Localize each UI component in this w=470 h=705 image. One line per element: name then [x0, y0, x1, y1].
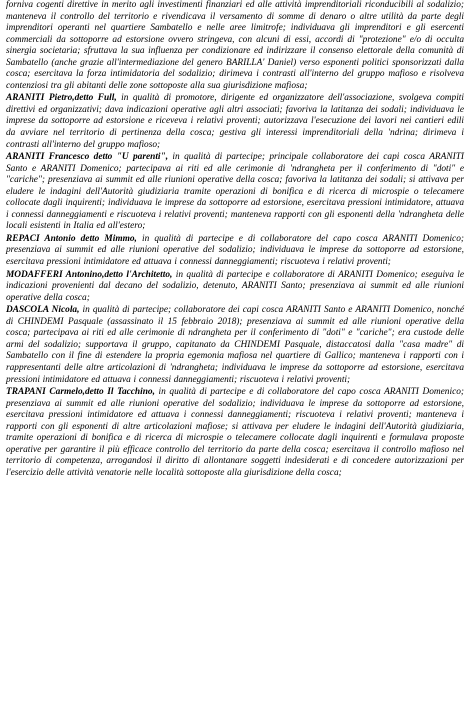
entry-araniti-francesco	[6, 151, 464, 233]
entry-modafferi-antonino	[6, 269, 464, 305]
entry-name: DASCOLA Nicola,	[6, 305, 80, 316]
entry-araniti-pietro	[6, 92, 464, 151]
entry-name: ARANITI Francesco detto "U parenti",	[6, 152, 169, 163]
entry-text: in qualità di partecipe e collaboratore di ARANITI Domenico; eseguiva le indicazioni provenienti dal decano del sodalizio, detenuto, ARANITI Santo; presenziava ai summit ed alle riunioni operative della cosca;	[6, 269, 465, 303]
entry-trapani-carmelo	[6, 386, 464, 479]
entry-text: in qualità di promotore, dirigente ed organizzatore dell'associazione, svolgeva compiti direttivi ed organizzativi; dava indicazioni operative agli altri associati; favoriva la latitanza dei sodali; individuava le imprese da sottoporre ad estorsione e riceveva i relativi proventi; autorizzava l'esecuzione dei lavori nei cantieri edili da avviare nel territorio di pertinenza della cosca; gestiva gli interessi imprenditoriali della 'ndrina; dirimeva i contrasti all'interno del gruppo mafioso;	[6, 93, 464, 150]
entry-name: REPACI Antonio detto Mimmo,	[6, 233, 137, 244]
entry-text: in qualità di partecipe e di collaboratore del capo cosca ARANITI Domenico; presenziava ai summit ed alle riunioni operative del sodalizio; individuava le imprese da sottoporre ad estorsione, esercitava pressioni intimidatore ed attuava i connessi danneggiamenti; riscuoteva i relativi proventi; manteneva i rapporti con gli esponenti di altre articolazioni mafiose; si attivava per eludere le indagini dell'Autorità giudiziaria, tramite operazioni di bonifica e di ricerca di microspie o telecamere collocate dagli inquirenti e formulava proposte operative per garantire il più efficace controllo del territorio da parte della cosca; esercitava il controllo mafioso nel territorio di competenza, arrogandosi il diritto di allontanare soggetti indesiderati e di concedere autorizzazioni per l'esercizio delle attività venatorie nelle località sottoposte alla giurisdizione della cosca;	[6, 387, 465, 478]
entry-name: ARANITI Pietro,detto Full,	[6, 93, 117, 104]
entry-text: in qualità di partecipe; principale collaboratore dei capi cosca ARANITI Santo e ARANITI Domenico; partecipava ai riti ed alle cerimonie di 'ndrangheta per il conferimento di "doti" e "cariche"; presenziava ai summit ed alle riunioni operative della cosca; favoriva la latitanza dei sodali; si attivava per eludere le indagini dell'Autorità giudiziaria tramite operazioni di bonifica e di ricerca di microspie o telecamere collocate dagli inquirenti; individuava le imprese da sottoporre ad estorsione, esercitava pressioni intimidatore, attuava i connessi danneggiamenti e riscuoteva i relativi proventi; manteneva rapporti con gli esponenti della 'ndrangheta delle locali esistenti in Italia ed all'estero;	[6, 152, 464, 232]
entry-text: in qualità di partecipe; collaboratore dei capi cosca ARANITI Santo e ARANITI Domenico, nonché di CHINDEMI Pasquale (assassinato il 15 febbraio 2018); presenziava ai summit ed alle riunioni operative della cosca; partecipava ai riti ed alle cerimonie di ndrangheta per il conferimento di "doti" e "cariche"; era custode delle armi del sodalizio; supportava il gruppo, capitanato da CHINDEMI Pasquale, distaccatosi dalla "casa madre" di Sambatello con il fine di estendere la propria egemonia mafiosa nel quartiere di Gallico; manteneva i rapporti con i rappresentanti delle altre articolazioni di 'ndrangheta; individuava le imprese da sottoporre ad estorsione, esercitava pressioni intimidatore ed attuava i connessi danneggiamenti; riscuoteva i relativi proventi;	[6, 305, 464, 385]
entry-name: MODAFFERI Antonino,detto l'Architetto,	[6, 269, 173, 280]
intro-paragraph: forniva cogenti direttive in merito agli investimenti finanziari ed alle attività imprenditoriali riconducibili al sodalizio; manteneva il controllo del territorio e rivendicava il versamento di somme di denaro o altre utilità da parte degli imprenditori operanti nel quartiere Sambatello e nelle aree limitrofe; individuava gli imprenditori e gli esercenti commerciali da sottoporre ad estorsione ovvero stringeva, con alcuni di essi, accordi di "protezione" e/o di occulta sinergia societaria; sfruttava la sua influenza per condizionare ed indirizzare il consenso elettorale della comunità di Sambatello (anche grazie all'intermediazione del genero BARILLA' Daniel) verso esponenti politici sponsorizzati dalla cosca; esercitava la forza intimidatoria del sodalizio; dirimeva i contrasti all'interno del gruppo mafioso e risolveva contenziosi tra gli abitanti delle zone sottoposte alla sua giurisdizione mafiosa;	[6, 0, 464, 91]
document-body	[6, 0, 464, 479]
entry-repaci-antonio	[6, 233, 464, 269]
entry-text: in qualità di partecipe e di collaboratore del capo cosca ARANITI Domenico; presenziava ai summit ed alle riunioni operative del sodalizio; individuava le imprese da sottoporre ad estorsione, esercitava pressioni intimidatore ed attuava i connessi danneggiamenti; riscuoteva i relativi proventi;	[6, 233, 464, 268]
entry-name: TRAPANI Carmelo,detto Il Tacchino,	[6, 387, 155, 398]
entry-dascola-nicola	[6, 304, 464, 386]
